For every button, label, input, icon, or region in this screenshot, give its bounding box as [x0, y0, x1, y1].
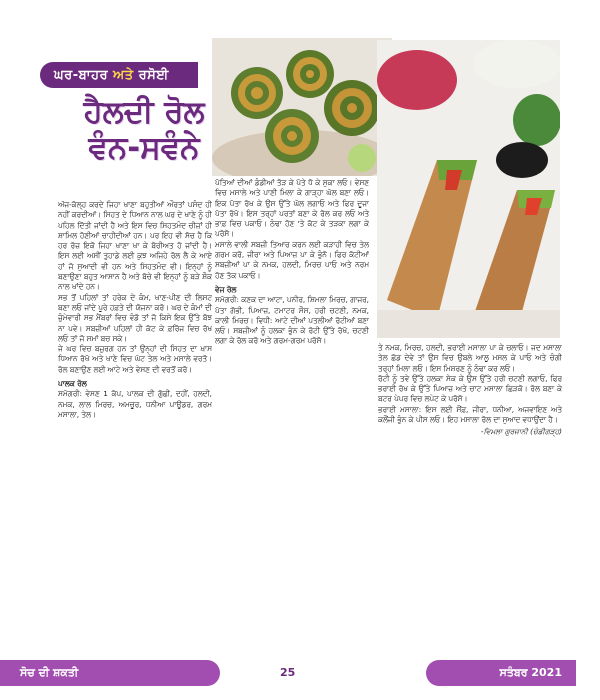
page-footer — [0, 660, 600, 688]
tag-part2: ਅਤੇ — [113, 67, 134, 83]
footer-left-band — [0, 660, 220, 686]
tag-part1: ਘਰ-ਬਾਹਰ — [54, 67, 108, 83]
magazine-name: ਸੋਚ ਦੀ ਸ਼ਕਤੀ — [20, 666, 79, 679]
paragraph: ਰੋਟੀ ਨੂੰ ਤਵੇ ਉੱਤੇ ਹਲਕਾ ਸੇਕ ਕੇ ਉਸ ਉੱਤੇ ਹਰੀ ਚਟਣੀ ਲਗਾਓ, ਫਿਰ ਭਰਾਈ ਰੱਖ ਕੇ ਉੱਤੇ ਪਿਆਜ਼ ਅਤੇ ਚਾਟ ਮਸਾਲਾ ਛਿੜਕੋ। ਰੋਲ ਬਣਾ ਕੇ ਬਟਰ ਪੇਪਰ ਵਿਚ ਲਪੇਟ ਕੇ ਪਰੋਸੋ। — [378, 373, 562, 404]
text-column-1 — [58, 200, 212, 650]
paragraph: ਜੇ ਘਰ ਵਿਚ ਬਜ਼ੁਰਗ ਹਨ ਤਾਂ ਉਨ੍ਹਾਂ ਦੀ ਸਿਹਤ ਦਾ ਖ਼ਾਸ ਧਿਆਨ ਰੱਖੋ ਅਤੇ ਖਾਣੇ ਵਿਚ ਘੱਟ ਤੇਲ ਅਤੇ ਮਸਾਲੇ ਵਰਤੋ। ਰੋਲ ਬਣਾਉਣ ਲਈ ਆਟੇ ਅਤੇ ਵੇਸਣ ਦੀ ਵਰਤੋਂ ਕਰੋ। — [58, 344, 212, 374]
paragraph: ਤੇ ਨਮਕ, ਮਿਰਚ, ਹਲਦੀ, ਭਰਾਈ ਮਸਾਲਾ ਪਾ ਕੇ ਚਲਾਓ। ਜਦ ਮਸਾਲਾ ਤੇਲ ਛੱਡ ਦੇਵੇ ਤਾਂ ਉਸ ਵਿਚ ਉਬਲੇ ਆਲੂ ਮਸਲ ਕੇ ਪਾਓ ਅਤੇ ਚੰਗੀ ਤਰ੍ਹਾਂ ਮਿਲਾ ਲਓ। ਇਸ ਮਿਸ਼ਰਣ ਨੂੰ ਠੰਢਾ ਕਰ ਲਓ। — [378, 343, 562, 373]
title-line1: ਹੈਲਦੀ ਰੋਲ — [83, 94, 205, 130]
footer-right-band — [426, 660, 576, 686]
paragraph: ਸਮੱਗਰੀ: ਵੇਸਣ 1 ਕੱਪ, ਪਾਲਕ ਦੀ ਗੁੱਛੀ, ਦਹੀਂ, ਹਲਦੀ, ਨਮਕ, ਲਾਲ ਮਿਰਚ, ਅਮਚੂਰ, ਧਨੀਆ ਪਾਊਡਰ, ਗਰਮ ਮਸਾਲਾ, ਤੇਲ। — [58, 389, 212, 419]
author-signature: -ਵਿਮਲਾ ਗੁਰਜਾਨੀ (ਚੰਡੀਗੜ੍ਹ) — [480, 427, 562, 437]
paragraph: ਸਮੱਗਰੀ: ਕਣਕ ਦਾ ਆਟਾ, ਪਨੀਰ, ਸ਼ਿਮਲਾ ਮਿਰਚ, ਗਾਜਰ, ਪੱਤਾ ਗੋਭੀ, ਪਿਆਜ਼, ਟਮਾਟਰ ਸੌਸ, ਹਰੀ ਚਟਣੀ, ਨਮਕ, ਕਾਲੀ ਮਿਰਚ। ਵਿਧੀ: ਆਟੇ ਦੀਆਂ ਪਤਲੀਆਂ ਰੋਟੀਆਂ ਬਣਾ ਲਓ। ਸਬਜ਼ੀਆਂ ਨੂੰ ਹਲਕਾ ਭੁੰਨ ਕੇ ਰੋਟੀ ਉੱਤੇ ਰੱਖੋ, ਚਟਣੀ ਲਗਾ ਕੇ ਰੋਲ ਕਰੋ ਅਤੇ ਗਰਮ-ਗਰਮ ਪਰੋਸੋ। — [215, 295, 369, 346]
paragraph: ਭਰਾਈ ਮਸਾਲਾ: ਇਸ ਲਈ ਸੌਂਫ਼, ਜੀਰਾ, ਧਨੀਆ, ਅਜਵਾਇਣ ਅਤੇ ਕਲੌਂਜੀ ਭੁੰਨ ਕੇ ਪੀਸ ਲਓ। ਇਹ ਮਸਾਲਾ ਰੋਲ ਦਾ ਸੁਆਦ ਵਧਾਉਂਦਾ ਹੈ। — [378, 404, 562, 425]
wraps-photo — [377, 40, 560, 338]
text-column-2 — [215, 178, 369, 650]
text-column-3 — [378, 343, 562, 651]
paragraph: ਮਸਾਲੇ ਵਾਲੀ ਸਬਜ਼ੀ ਤਿਆਰ ਕਰਨ ਲਈ ਕੜਾਹੀ ਵਿਚ ਤੇਲ ਗਰਮ ਕਰੋ, ਜੀਰਾ ਅਤੇ ਪਿਆਜ਼ ਪਾ ਕੇ ਭੁੰਨੋ। ਫਿਰ ਕੱਟੀਆਂ ਸਬਜ਼ੀਆਂ ਪਾ ਕੇ ਨਮਕ, ਹਲਦੀ, ਮਿਰਚ ਪਾਓ ਅਤੇ ਨਰਮ ਹੋਣ ਤੱਕ ਪਕਾਓ। — [215, 239, 369, 280]
title-line2: ਵੰਨ-ਸਵੰਨੇ — [88, 130, 200, 166]
tag-part3: ਰਸੋਈ — [138, 67, 169, 83]
rolls-photo — [212, 38, 392, 176]
issue-date: ਸਤੰਬਰ 2021 — [499, 666, 562, 679]
section-tag — [40, 62, 198, 88]
subheading: ਪਾਲਕ ਰੋਲ — [58, 379, 87, 389]
paragraph: ਸਭ ਤੋਂ ਪਹਿਲਾਂ ਤਾਂ ਹਰੇਕ ਦੇ ਕੰਮ, ਖਾਣ-ਪੀਣ ਦੀ ਲਿਸਟ ਬਣਾ ਲਓ ਜਾਂਦੇ ਪੂਰੇ ਹਫ਼ਤੇ ਦੀ ਯੋਜਨਾ ਕਰੋ। ਘਰ ਦੇ ਕੰਮਾਂ ਦੀ ਜ਼ੁੰਮੇਵਾਰੀ ਸਭ ਮੈਂਬਰਾਂ ਵਿਚ ਵੰਡੋ ਤਾਂ ਜੋ ਕਿਸੇ ਇਕ ਉੱਤੇ ਬੋਝ ਨਾ ਪਵੇ। ਸਬਜ਼ੀਆਂ ਪਹਿਲਾਂ ਹੀ ਕੱਟ ਕੇ ਫ਼ਰਿੱਜ ਵਿਚ ਰੱਖ ਲਓ ਤਾਂ ਜੋ ਸਮਾਂ ਬਚ ਸਕੇ। — [58, 292, 212, 343]
page-number: 25 — [280, 666, 296, 679]
paragraph: ਅੱਜ-ਕੱਲ੍ਹ ਕਰਦੇ ਜਿਹਾ ਖਾਣਾ ਬਹੁਤੀਆਂ ਔਰਤਾਂ ਪਸੰਦ ਹੀ ਨਹੀਂ ਕਰਦੀਆਂ। ਸਿਹਤ ਦੇ ਧਿਆਨ ਨਾਲ ਘਰ ਦੇ ਖਾਣੇ ਨੂੰ ਹੀ ਪਹਿਲ ਦਿੱਤੀ ਜਾਂਦੀ ਹੈ ਅਤੇ ਇਸ ਵਿਚ ਸਿਹਤਮੰਦ ਚੀਜ਼ਾਂ ਹੀ ਸ਼ਾਮਿਲ ਹੋਣੀਆਂ ਚਾਹੀਦੀਆਂ ਹਨ। ਪਰ ਇਹ ਵੀ ਸੱਚ ਹੈ ਕਿ ਹਰ ਰੋਜ਼ ਇਕੋ ਜਿਹਾ ਖਾਣਾ ਖਾ ਕੇ ਬੋਰੀਅਤ ਹੋ ਜਾਂਦੀ ਹੈ। ਇਸ ਲਈ ਅਸੀਂ ਤੁਹਾਡੇ ਲਈ ਕੁਝ ਅਜਿਹੇ ਰੋਲ ਲੈ ਕੇ ਆਏ ਹਾਂ ਜੋ ਸੁਆਦੀ ਵੀ ਹਨ ਅਤੇ ਸਿਹਤਮੰਦ ਵੀ। ਇਨ੍ਹਾਂ ਨੂੰ ਬਣਾਉਣਾ ਬਹੁਤ ਆਸਾਨ ਹੈ ਅਤੇ ਬੱਚੇ ਵੀ ਇਨ੍ਹਾਂ ਨੂੰ ਬੜੇ ਸ਼ੌਕ ਨਾਲ ਖਾਂਦੇ ਹਨ। — [58, 200, 212, 292]
paragraph: ਪੱਤਿਆਂ ਦੀਆਂ ਡੰਡੀਆਂ ਤੋੜ ਕੇ ਪੱਤੇ ਧੋ ਕੇ ਸੁਕਾ ਲਓ। ਵੇਸਣ ਵਿਚ ਮਸਾਲੇ ਅਤੇ ਪਾਣੀ ਮਿਲਾ ਕੇ ਗਾੜ੍ਹਾ ਘੋਲ ਬਣਾ ਲਓ। ਇਕ ਪੱਤਾ ਰੱਖ ਕੇ ਉਸ ਉੱਤੇ ਘੋਲ ਲਗਾਓ ਅਤੇ ਫਿਰ ਦੂਜਾ ਪੱਤਾ ਰੱਖੋ। ਇਸ ਤਰ੍ਹਾਂ ਪਰਤਾਂ ਬਣਾ ਕੇ ਰੋਲ ਕਰ ਲਓ ਅਤੇ ਭਾਫ਼ ਵਿਚ ਪਕਾਓ। ਠੰਢਾ ਹੋਣ 'ਤੇ ਕੱਟ ਕੇ ਤੜਕਾ ਲਗਾ ਕੇ ਪਰੋਸੋ। — [215, 178, 369, 239]
subheading: ਵੇਜ ਰੋਲ — [215, 284, 237, 294]
